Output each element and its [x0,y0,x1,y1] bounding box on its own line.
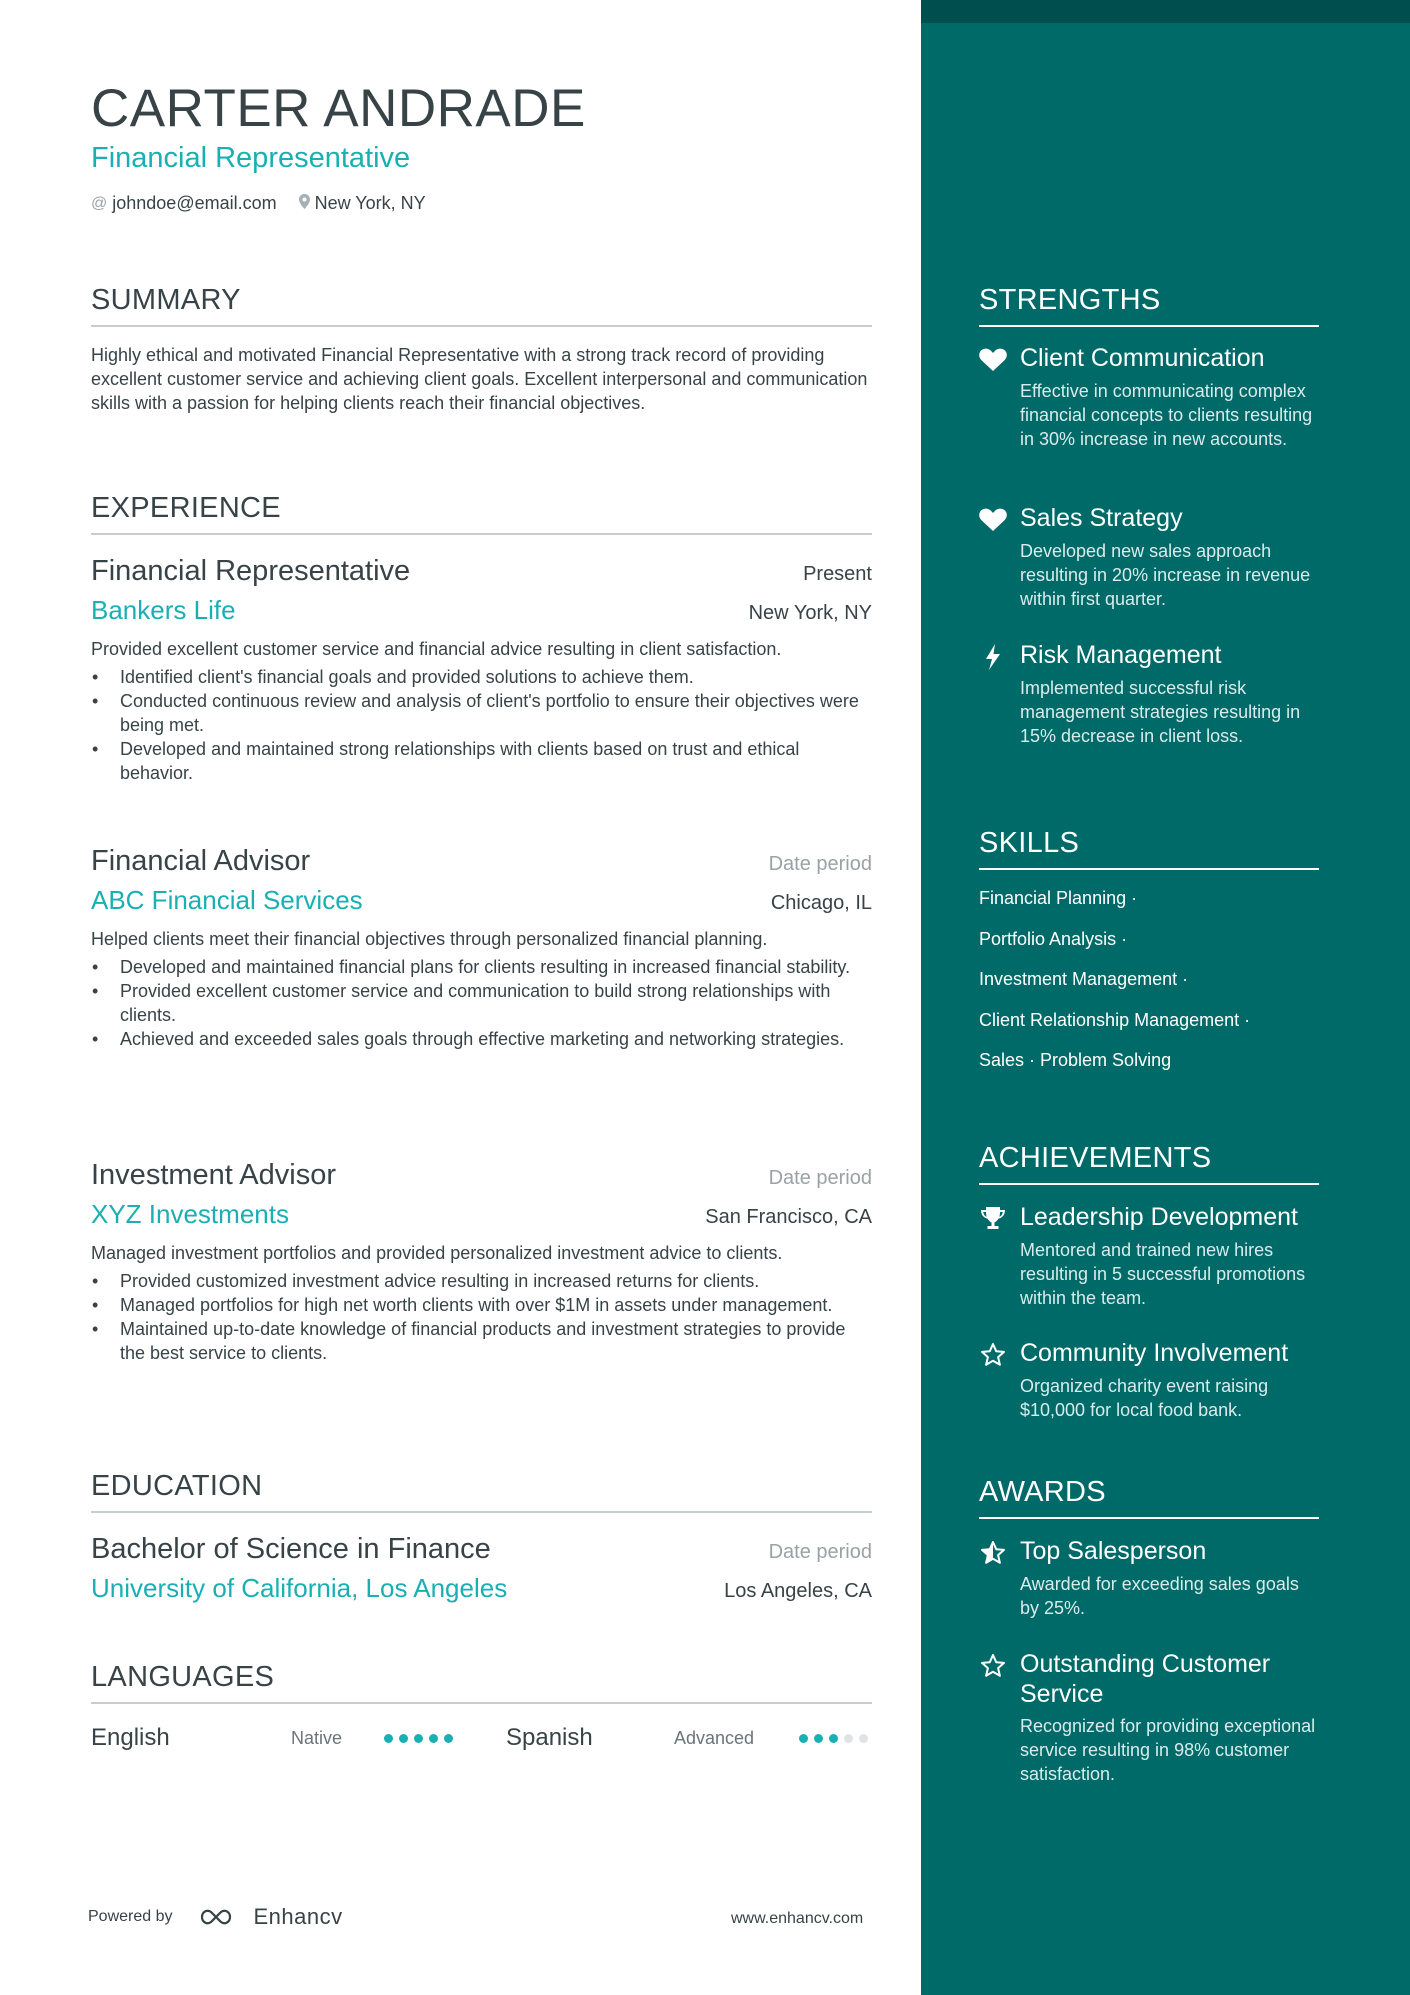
achievements-divider [979,1183,1319,1185]
heart-icon [979,506,1007,534]
education-heading: EDUCATION [91,1470,263,1502]
languages-section [91,1659,872,1704]
filled-dot [829,1734,838,1743]
education-location: Los Angeles, CA [724,1580,872,1602]
company-name: ABC Financial Services [91,885,363,915]
achievements-section [979,1140,1319,1185]
job-description: Managed investment portfolios and provided personalized investment advice to clients. [91,1243,783,1263]
skill-item: Investment Management · [979,969,1189,989]
education-section [91,1468,872,1513]
list-item: • Managed portfolios for high net worth clients with over $1M in assets under management. [91,1293,872,1317]
experience-section [91,490,872,535]
brand-name: Enhancv [253,1904,343,1929]
list-item: • Achieved and exceeded sales goals through effective marketing and networking strategies. [91,1027,872,1051]
proficiency-dots [384,1734,453,1743]
filled-dot [414,1734,423,1743]
achievement-description: Organized charity event raising $10,000 for local food bank. [1020,1376,1269,1420]
strength-description: Developed new sales approach resulting in 20% increase in revenue within first quarter. [1020,541,1311,609]
strength-item [979,343,1319,451]
strength-item [979,503,1319,611]
list-item: • Provided customized investment advice resulting in increased returns for clients. [91,1269,872,1293]
location-contact [299,193,426,214]
list-item: • Conducted continuous review and analysis of client's portfolio to ensure their objectives were being met. [91,689,872,737]
proficiency-dots [799,1734,868,1743]
job-bullets [91,665,872,785]
job-date: Present [803,563,872,585]
job-location: New York, NY [748,602,872,624]
filled-dot [799,1734,808,1743]
strength-title: Risk Management [1020,641,1222,669]
language-level: Native [291,1727,343,1748]
strength-title: Client Communication [1020,344,1265,372]
job-bullets [91,955,872,1051]
award-description: Recognized for providing exceptional service resulting in 98% customer satisfaction. [1020,1716,1316,1784]
language-level-group [674,1720,754,1756]
location-pin-icon [299,194,310,214]
filled-dot [429,1734,438,1743]
language-name: English [91,1724,170,1751]
skill-item: Client Relationship Management · [979,1010,1251,1030]
skill-item: Portfolio Analysis · [979,929,1128,949]
contact-info [91,193,448,214]
at-icon: @ [91,194,108,212]
skill-item: Sales · Problem Solving [979,1050,1172,1070]
enhancv-logo[interactable] [199,1904,343,1930]
job-date: Date period [768,1167,872,1189]
achievements-heading: ACHIEVEMENTS [979,1142,1212,1174]
summary-text: Highly ethical and motivated Financial Representative with a strong track record of providing excellent customer service and achieving client goals. Excellent interpersonal and communication skills with a passion for helping clients reach their financial objectives. [91,345,868,413]
awards-section [979,1474,1319,1519]
company-name: Bankers Life [91,595,236,625]
job-title: Financial Advisor [91,845,311,877]
empty-dot [844,1734,853,1743]
powered-by-text: Powered by [88,1908,173,1925]
language-level: Advanced [674,1727,755,1748]
award-title: Top Salesperson [1020,1537,1207,1565]
star-outline-icon [979,1341,1007,1369]
job-description: Provided excellent customer service and financial advice resulting in client satisfaction. [91,639,782,659]
achievement-description: Mentored and trained new hires resulting in 5 successful promotions within the team. [1020,1240,1306,1308]
website-link[interactable]: www.enhancv.com [731,1910,864,1927]
languages-divider [91,1702,872,1704]
awards-divider [979,1517,1319,1519]
language-item [506,1720,593,1756]
list-item: • Identified client's financial goals and provided solutions to achieve them. [91,665,872,689]
job-location: San Francisco, CA [705,1206,872,1228]
list-item: • Provided excellent customer service and communication to build strong relationships with clients. [91,979,872,1027]
achievement-item [979,1338,1319,1422]
candidate-title: Financial Representative [91,142,411,174]
language-name: Spanish [506,1724,593,1751]
list-item: • Maintained up-to-date knowledge of financial products and investment strategies to provide the best service to clients. [91,1317,872,1365]
achievement-item [979,1202,1319,1310]
job-location: Chicago, IL [770,892,872,914]
job-bullets [91,1269,872,1365]
strengths-divider [979,325,1319,327]
filled-dot [814,1734,823,1743]
empty-dot [859,1734,868,1743]
job-entry [91,843,872,1051]
strength-item [979,640,1319,748]
footer-branding [88,1904,343,1930]
skills-divider [979,868,1319,870]
language-dots [799,1720,868,1756]
heart-icon [979,346,1007,374]
skills-section [979,825,1319,870]
summary-heading: SUMMARY [91,284,241,316]
awards-heading: AWARDS [979,1476,1106,1508]
award-item [979,1649,1319,1786]
achievement-title: Community Involvement [1020,1339,1289,1367]
education-divider [91,1511,872,1513]
strengths-heading: STRENGTHS [979,284,1161,316]
summary-section [91,282,872,415]
strength-description: Effective in communicating complex financial concepts to clients resulting in 30% increase in new accounts. [1020,381,1313,449]
school-name: University of California, Los Angeles [91,1573,508,1603]
education-entry [91,1531,872,1605]
languages-heading: LANGUAGES [91,1661,275,1693]
skills-heading: SKILLS [979,827,1080,859]
experience-divider [91,533,872,535]
filled-dot [384,1734,393,1743]
degree-title: Bachelor of Science in Finance [91,1533,491,1565]
education-date: Date period [768,1541,872,1563]
language-dots [384,1720,453,1756]
star-outline-icon [979,1652,1007,1680]
job-entry [91,1157,872,1365]
award-item [979,1536,1319,1620]
award-title: Outstanding Customer Service [1020,1650,1271,1708]
filled-dot [399,1734,408,1743]
sidebar-top-bar [921,0,1410,23]
email-text: johndoe@email.com [112,193,277,213]
strengths-section [979,282,1319,327]
job-title: Financial Representative [91,555,411,587]
list-item: • Developed and maintained strong relationships with clients based on trust and ethical behavior. [91,737,872,785]
infinity-logo-icon [199,1905,245,1929]
experience-heading: EXPERIENCE [91,492,281,524]
strength-description: Implemented successful risk management strategies resulting in 15% decrease in client loss. [1020,678,1301,746]
trophy-icon [979,1205,1007,1233]
award-description: Awarded for exceeding sales goals by 25%. [1020,1574,1299,1618]
candidate-name: CARTER ANDRADE [91,79,586,138]
filled-dot [444,1734,453,1743]
strength-title: Sales Strategy [1020,504,1183,532]
job-entry [91,553,872,785]
language-item [91,1720,170,1756]
achievement-title: Leadership Development [1020,1203,1298,1231]
language-level-group [291,1720,342,1756]
job-date: Date period [768,853,872,875]
job-description: Helped clients meet their financial objectives through personalized financial planning. [91,929,768,949]
star-half-icon [979,1539,1007,1567]
summary-divider [91,325,872,327]
list-item: • Developed and maintained financial plans for clients resulting in increased financial stability. [91,955,872,979]
location-text: New York, NY [314,193,426,213]
job-title: Investment Advisor [91,1159,336,1191]
company-name: XYZ Investments [91,1199,289,1229]
lightning-icon [979,643,1007,671]
email-contact[interactable] [91,193,277,214]
skill-item: Financial Planning · [979,888,1138,908]
